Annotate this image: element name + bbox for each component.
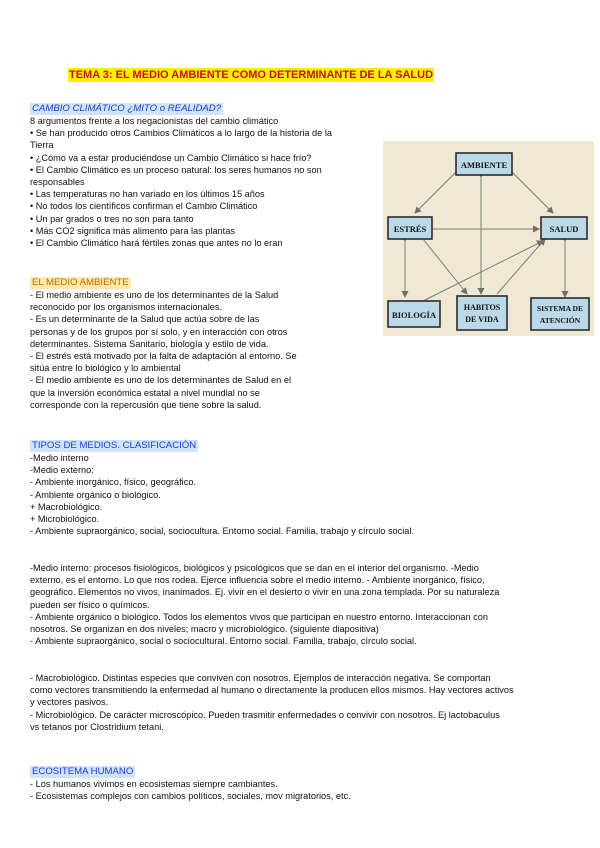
environment-header: EL MEDIO AMBIENTE (32, 277, 129, 288)
environment-line: corresponde con la repercusión que tiene sobre la salud. (30, 399, 262, 410)
climate-line: • Se han producido otros Cambios Climáticos a lo largo de la historia de la (30, 128, 332, 139)
climate-line: 8 argumentos frente a los negacionistas del cambio climático (30, 116, 279, 126)
environment-header-row (30, 276, 375, 289)
node-ambiente (456, 153, 512, 175)
climate-line: • No todos los científicos confirman el Cambio Climático (30, 201, 258, 212)
media-list-item: -Medio interno (30, 453, 89, 463)
media-list-item: + Macrobiológico. (30, 501, 103, 512)
ecosystem-line: - Los humanos vivimos en ecosistemas siempre cambiantes. (30, 779, 278, 789)
ecosystem-line: - Ecosistemas complejos con cambios políticos, sociales, mov migratorios, etc. (30, 791, 351, 802)
arrow-biologia-salud (423, 241, 543, 301)
node-habitos (457, 296, 507, 330)
media-para1-line: geográfico. Elementos no vivos, inanimados. Ej. vivir en el desierto o vivir en una zona templada. Por su naturaleza (30, 587, 500, 598)
media-list-item: - Ambiente supraorgánico, social, sociocultura. Entorno social. Familia, trabajo y círculo social. (30, 526, 415, 537)
media-para1-line: pueden ser físico o químicos. (30, 599, 150, 610)
environment-line: - El medio ambiente es uno de los determinantes de la Salud (30, 290, 279, 300)
media-para2-line: - Macrobiológico. Distintas especies que conviven con nosotros. Ejemplos de interacción negativa. Se comportan (30, 673, 491, 683)
environment-line: - El medio ambiente es uno de los determinantes de Salud en el (30, 375, 291, 386)
media-list-item: -Medio externo: (30, 465, 94, 476)
media-list-item: - Ambiente orgánico o biológico. (30, 489, 161, 500)
environment-line: sitúa entre lo biológico y lo ambiental (30, 363, 181, 374)
node-habitos-label-1: HABITOS (463, 303, 501, 312)
media-para2-line: vs tetanos por Clostridium tetani. (30, 721, 164, 732)
climate-line: • Las temperaturas no han variado en los últimos 15 años (30, 189, 265, 200)
environment-section (30, 276, 375, 411)
media-header-row (30, 439, 575, 452)
node-sistema-label-1: SISTEMA DE (536, 304, 584, 313)
climate-line: responsables (30, 177, 85, 188)
climate-line: • Un par grados o tres no son para tanto (30, 213, 194, 224)
arrow-ambiente-salud (509, 169, 553, 213)
node-biologia (388, 301, 440, 327)
environment-line: - El estrés está motivado por la falta de adaptación al entorno. Se (30, 351, 297, 362)
node-salud (541, 217, 587, 239)
ecosystem-section (30, 765, 575, 802)
ecosystem-header-row (30, 765, 575, 778)
climate-line: Tierra (30, 140, 54, 151)
page-title: TEMA 3: EL MEDIO AMBIENTE COMO DETERMINANTE DE LA SALUD (69, 69, 434, 81)
node-estres (388, 217, 432, 239)
node-sistema (531, 298, 589, 330)
climate-header-row (30, 102, 375, 115)
media-para1-line: nosotros. Se organizan en dos niveles; macro y microbiológico. (siguiente diapositiva) (30, 624, 379, 635)
climate-header: CAMBIO CLIMÁTICO ¿MITO o REALIDAD? (32, 103, 222, 114)
node-sistema-label-2: ATENCIÓN (539, 316, 581, 325)
health-determinants-diagram (383, 141, 594, 336)
media-para1-line: -Medio interno: procesos fisiológicos, biológicos y psicológicos que se dan en el interior del organismo. -Medio (30, 563, 479, 573)
node-ambiente-label: AMBIENTE (460, 160, 508, 170)
climate-line: • ¿Cómo va a estar produciéndose un Cambio Climático si hace frío? (30, 152, 312, 163)
node-biologia-label: BIOLOGÍA (392, 310, 436, 320)
media-paragraph-2 (30, 672, 575, 733)
environment-line: reconocido por los organismos internacionales. (30, 302, 223, 313)
climate-line: • El Cambio Climático es un proceso natural: los seres humanos no son (30, 164, 322, 175)
media-types-section (30, 439, 575, 537)
environment-line: - Es un determinante de la Salud que actúa sobre de las (30, 314, 260, 325)
media-list-item: + Microbiológico. (30, 514, 100, 525)
node-salud-label: SALUD (549, 224, 579, 234)
node-estres-label: ESTRÉS (393, 224, 427, 234)
media-types-header: TIPOS DE MEDIOS. CLASIFICACIÓN (32, 440, 197, 451)
node-habitos-label-2: DE VIDA (465, 315, 499, 324)
environment-line: determinantes. Sistema Sanitario, biología y estilo de vida. (30, 338, 269, 349)
media-para1-line: - Ambiente supraorgánico, social o sociocultural. Entorno social. Familia, trabajo, círculo social. (30, 636, 417, 647)
diagram-svg (383, 141, 594, 336)
climate-section (30, 102, 375, 249)
media-para1-line: externo, es el entorno. Lo que nos rodea. Ejerce influencia sobre el medio interno. - Ambiente inorgánico, físico, (30, 575, 485, 586)
environment-line: personas y de los grupos por sí solo, y en interacción con otros (30, 326, 288, 337)
media-para2-line: como vectores transmitiendo la enfermedad al humano o directamente la producen ellos mismos. Hay vectores activos (30, 685, 514, 696)
environment-line: que la inversión económica estatal a nivel mundial no se (30, 387, 260, 398)
arrow-estres-habitos (423, 239, 467, 294)
climate-line: • El Cambio Climático hará fértiles zonas que antes no lo eran (30, 238, 283, 249)
media-para2-line: y vectores pasivos. (30, 697, 109, 708)
media-paragraph-1 (30, 562, 575, 647)
arrow-ambiente-estres (415, 169, 459, 213)
media-para1-line: - Ambiente orgánico o biológico. Todos los elementos vivos que participan en nuestro entorno. Interaccionan con (30, 611, 488, 622)
media-para2-line: - Microbiológico. De carácter microscópico. Pueden trasmitir enfermedades o convivir con nosotros. Ej lactobaculus (30, 709, 500, 720)
arrow-habitos-salud (497, 239, 545, 294)
media-list-item: - Ambiente inorgánico, físico, geográfico. (30, 477, 196, 488)
ecosystem-header: ECOSITEMA HUMANO (32, 766, 134, 777)
climate-line: • Más CO2 significa más alimento para las plantas (30, 225, 235, 236)
